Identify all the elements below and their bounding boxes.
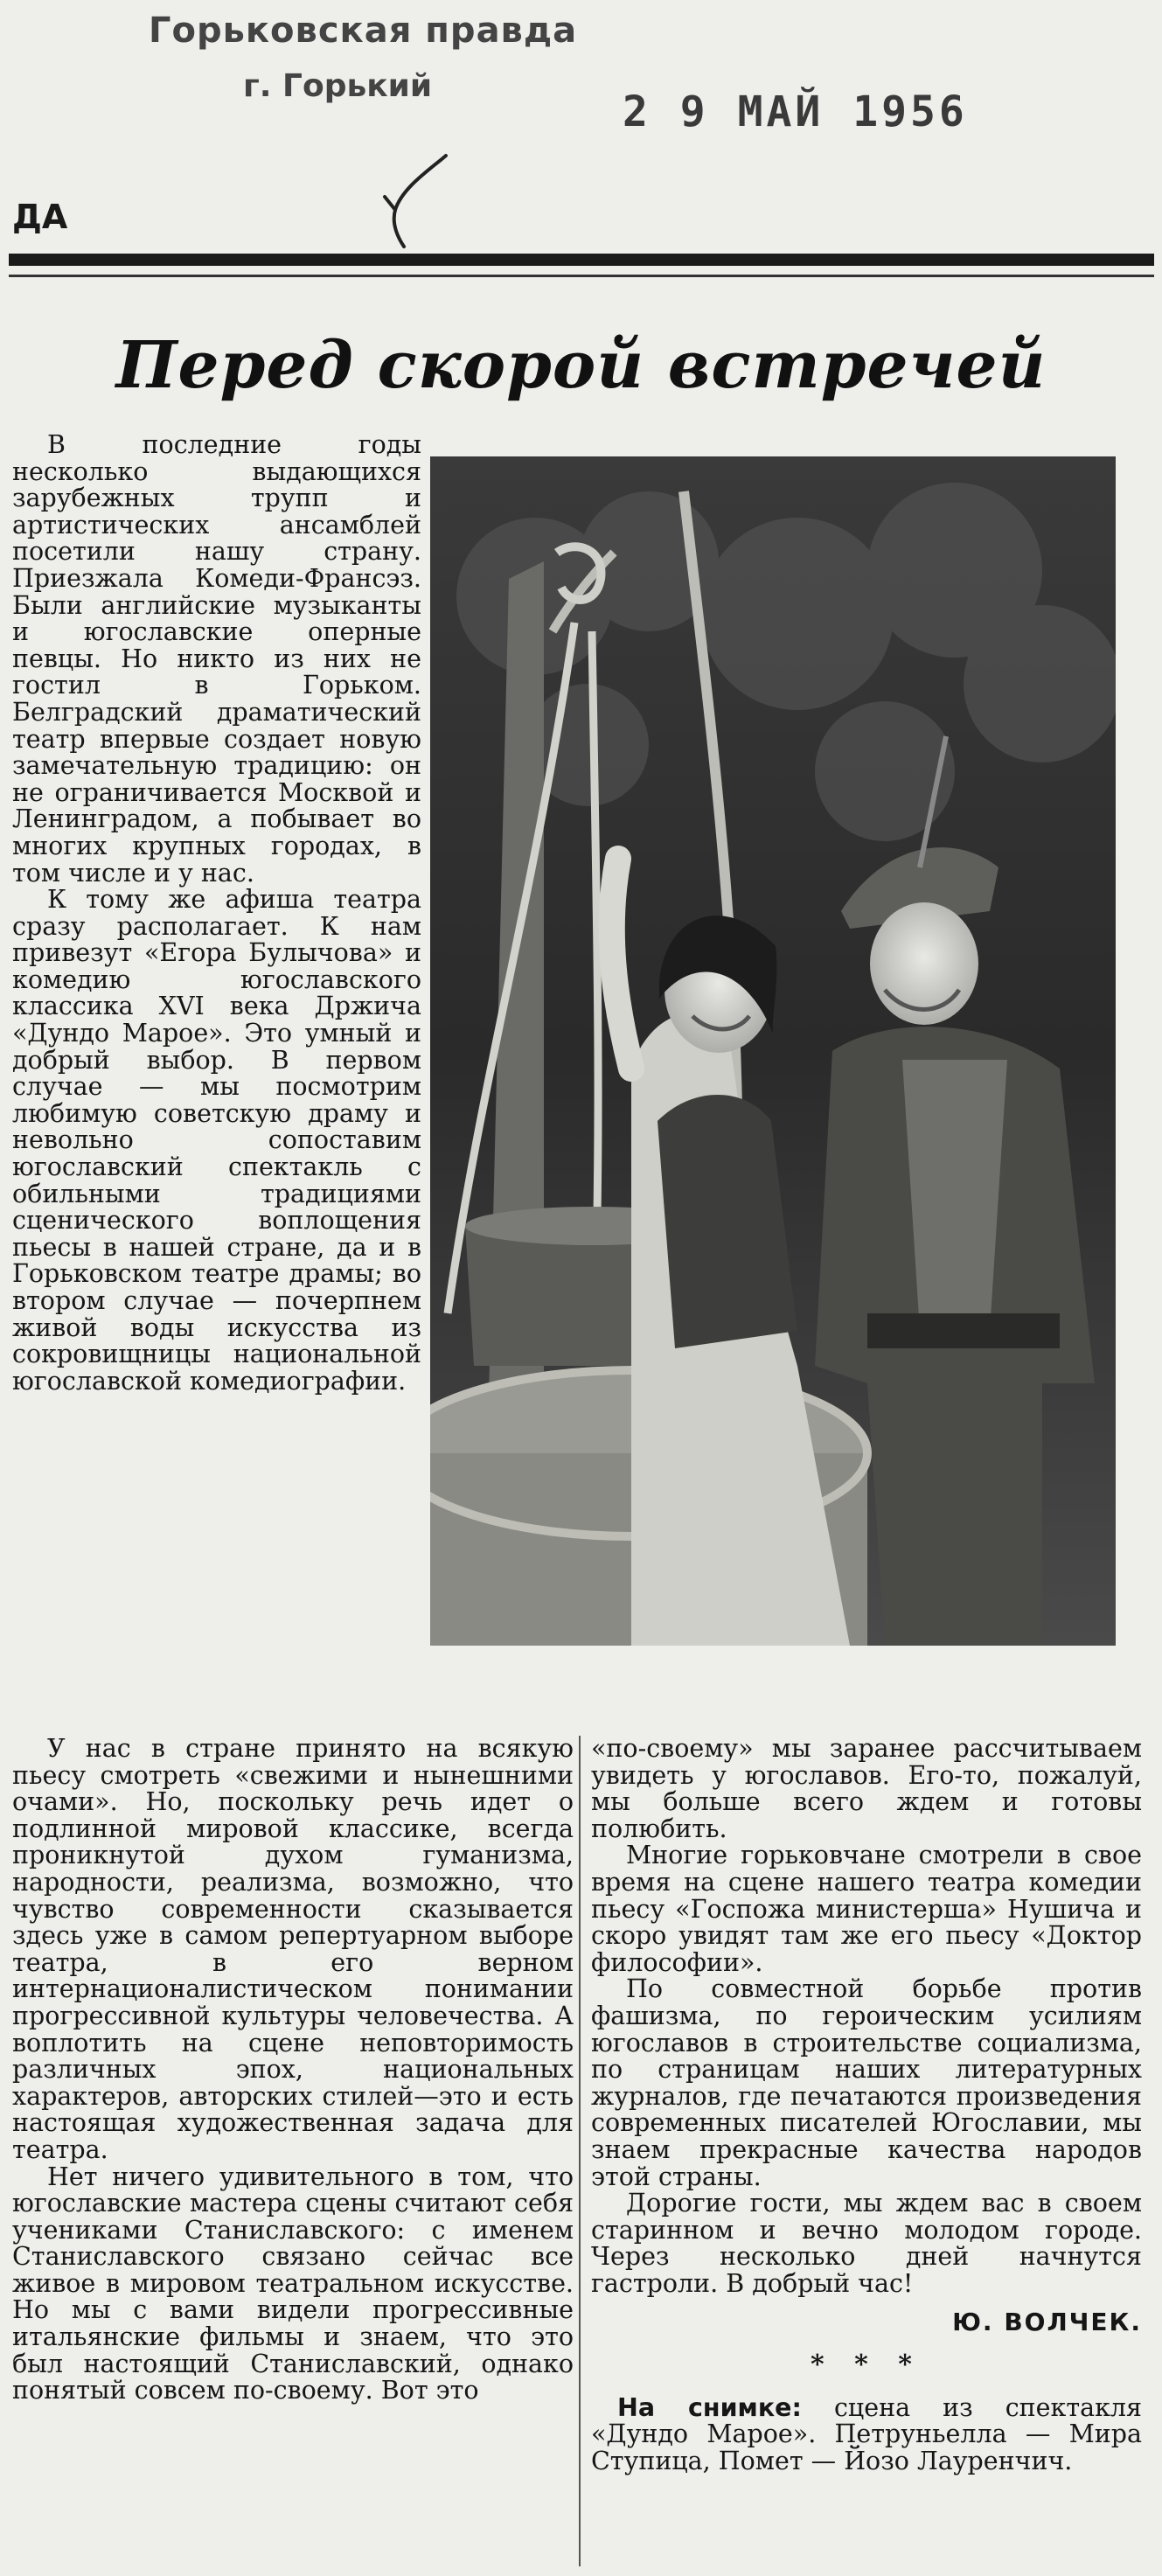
article-column-left — [12, 432, 421, 1395]
city-stamp: г. Горький — [243, 68, 433, 104]
article-column-right — [591, 1736, 1142, 2475]
article-photo — [430, 456, 1116, 1646]
article-paragraph: К тому же афиша театра сразу располагает. К нам привезут «Егора Булычова» и комедию югославского классика XVI века Држича «Дундо Марое». Это умный и добрый выбор. В первом случае — мы посмотрим любимую советскую драму и невольно сопоставим югославский спектакль с обильными традициями сценического воплощения пьесы в нашей стране, да и в Горьковском театре драмы; во втором случае — почерпнем живой воды искусства из сокровищницы национальной югославской комедиографии. — [12, 885, 421, 1396]
photo-scene-well-and-actors — [430, 456, 1116, 1646]
header-rule-thin — [9, 275, 1154, 277]
article-paragraph: Многие горьковчане смотрели в свое время на сцене нашего театра комедии пьесу «Госпожа министерша» Нушича и скоро увидят там же его пьесу «Доктор философии». — [591, 1841, 1142, 1977]
date-stamp: 2 9 МАЙ 1956 — [623, 87, 968, 136]
article-paragraph: У нас в стране принято на всякую пьесу смотреть «свежими и нынешними очами». Но, поскольку речь идет о подлинной мировой классике, всегда проникнутой духом гуманизма, народности, реализма, возможно, что чувство современности сказывается здесь уже в самом репертуарном выборе театра, в его верном интернационалистическом понимании прогрессивной культуры человечества. А воплотить на сцене неповторимость различных эпох, национальных характеров, авторских стилей—это и есть настоящая художественная задача для театра. — [12, 1734, 574, 2164]
column-separator — [579, 1736, 581, 2566]
article-paragraph: Нет ничего удивительного в том, что югославские мастера сцены считают себя учениками Станиславского: с именем Станиславского связано сейчас все живое в мировом театральном искусстве. Но мы с вами видели прогрессивные итальянские фильмы и знаем, что это был настоящий Станиславский, однако понятый совсем по-своему. Вот это — [12, 2162, 574, 2405]
article-paragraph: Дорогие гости, мы ждем вас в своем старинном и вечно молодом городе. Через несколько дней начнутся гастроли. В добрый час! — [591, 2189, 1142, 2298]
article-headline: Перед скорой встречей — [115, 328, 1047, 403]
article-paragraph: По совместной борьбе против фашизма, по героическим усилиям югославов в строительстве социализма, по страницам наших литературных журналов, где печатаются произведения современных писателей Югославии, мы знаем прекрасные качества народов этой страны. — [591, 1974, 1142, 2191]
section-separator: * * * — [811, 2350, 922, 2381]
photo-caption — [591, 2392, 1142, 2475]
newspaper-stamp: Горьковская правда — [149, 10, 578, 51]
header-rule — [9, 254, 1154, 266]
masthead-fragment: ДА — [12, 198, 68, 236]
article-column-lower-left — [12, 1736, 574, 2405]
caption-text: сцена из спектакля «Дундо Марое». Петруньелла — Мира Ступица, Помет — Йозо Лауренчич. — [591, 2392, 1142, 2475]
author-signature: Ю. ВОЛЧЕК. — [952, 2308, 1142, 2337]
caption-lead: На снимке: — [617, 2392, 802, 2422]
handwritten-check-mark — [376, 149, 455, 254]
article-paragraph: В последние годы несколько выдающихся зарубежных трупп и артистических ансамблей посетили нашу страну. Приезжала Комеди-Франсэз. Были английские музыканты и югославские оперные певцы. Но никто из них не гостил в Горьком. Белградский драматический театр впервые создает новую замечательную традицию: он не ограничивается Москвой и Ленинградом, а побывает во многих крупных городах, в том числе и у нас. — [12, 430, 421, 888]
article-paragraph: «по-своему» мы заранее рассчитываем увидеть у югославов. Его-то, пожалуй, мы больше всего ждем и готовы полюбить. — [591, 1734, 1142, 1843]
